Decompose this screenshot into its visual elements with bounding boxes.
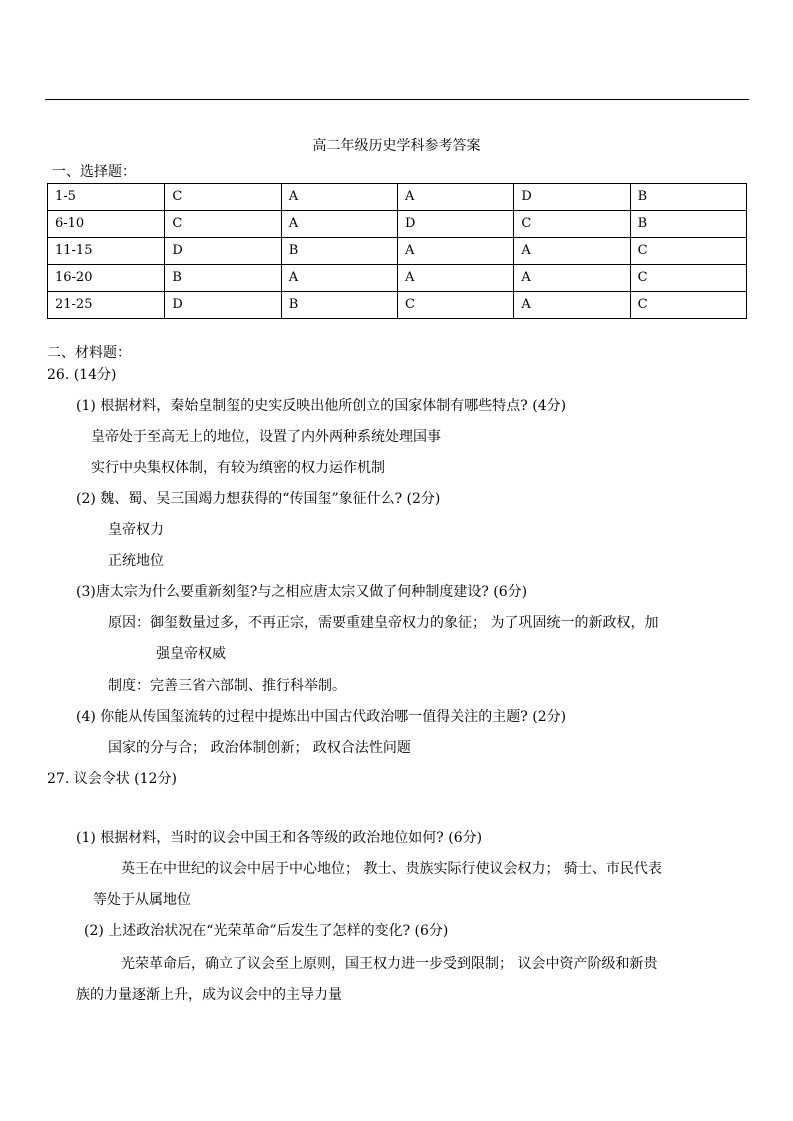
answer-cell: A <box>398 238 514 265</box>
q26-part3-answer-1: 原因：御玺数量过多，不再正宗，需要重建皇帝权力的象征； 为了巩固统一的新政权，加 <box>108 615 659 631</box>
answer-cell: A <box>281 184 397 211</box>
question-range-cell: 21-25 <box>48 292 165 319</box>
q26-part2-answer-1: 皇帝权力 <box>108 522 164 538</box>
q26-part2-answer-2: 正统地位 <box>108 553 164 569</box>
q27-part1-answer-cont: 等处于从属地位 <box>93 892 191 908</box>
answer-cell: A <box>281 211 397 238</box>
q26-part3-answer-2: 制度：完善三省六部制、推行科举制。 <box>108 678 346 694</box>
answer-cell: A <box>514 265 630 292</box>
answer-cell: C <box>165 184 281 211</box>
q26-part2-question: (2) 魏、蜀、吴三国竭力想获得的“传国玺”象征什么? (2分) <box>76 491 441 507</box>
table-row <box>48 211 747 238</box>
page-title: 高二年级历史学科参考答案 <box>312 138 481 154</box>
answer-cell: D <box>398 211 514 238</box>
table-row <box>48 292 747 319</box>
table-row <box>48 265 747 292</box>
q26-part1-answer-2: 实行中央集权体制，有较为缜密的权力运作机制 <box>91 460 385 476</box>
q27-part2-answer: 光荣革命后，确立了议会至上原则，国王权力进一步受到限制； 议会中资产阶级和新贵 <box>121 956 658 972</box>
header-rule <box>45 99 749 100</box>
answer-cell: A <box>281 265 397 292</box>
answer-cell: D <box>165 292 281 319</box>
answer-cell: C <box>398 292 514 319</box>
answer-cell: B <box>630 184 746 211</box>
q26-part3-answer-1-cont: 强皇帝权威 <box>156 646 226 662</box>
answer-cell: B <box>630 211 746 238</box>
answer-cell: C <box>630 238 746 265</box>
q27-part1-question: (1) 根据材料，当时的议会中国王和各等级的政治地位如何? (6分) <box>76 830 483 846</box>
answer-cell: C <box>630 292 746 319</box>
q27-part2-answer-cont: 族的力量逐渐上升，成为议会中的主导力量 <box>76 987 342 1003</box>
q26-part4-answer: 国家的分与合； 政治体制创新； 政权合法性问题 <box>108 740 411 756</box>
answer-cell: B <box>281 292 397 319</box>
answer-cell: A <box>398 184 514 211</box>
table-row <box>48 184 747 211</box>
answer-cell: C <box>630 265 746 292</box>
question-range-cell: 6-10 <box>48 211 165 238</box>
answer-cell: D <box>514 184 630 211</box>
answer-cell: C <box>514 211 630 238</box>
q26-header: 26. (14分) <box>47 367 117 383</box>
section1-heading: 一、选择题： <box>52 164 136 180</box>
q26-part4-question: (4) 你能从传国玺流转的过程中提炼出中国古代政治哪一值得关注的主题? (2分) <box>76 709 567 725</box>
answer-cell: B <box>281 238 397 265</box>
q26-part1-question: (1) 根据材料，秦始皇制玺的史实反映出他所创立的国家体制有哪些特点? (4分) <box>76 398 567 414</box>
answer-cell: A <box>398 265 514 292</box>
answer-table <box>47 183 747 319</box>
answer-cell: D <box>165 238 281 265</box>
question-range-cell: 11-15 <box>48 238 165 265</box>
q27-part1-answer: 英王在中世纪的议会中居于中心地位； 教士、贵族实际行使议会权力； 骑士、市民代表 <box>121 861 662 877</box>
question-range-cell: 16-20 <box>48 265 165 292</box>
answer-cell: C <box>165 211 281 238</box>
answer-cell: A <box>514 238 630 265</box>
table-row <box>48 238 747 265</box>
section2-heading: 二、材料题： <box>47 345 131 361</box>
question-range-cell: 1-5 <box>48 184 165 211</box>
answer-cell: B <box>165 265 281 292</box>
q27-part2-question: (2) 上述政治状况在“光荣革命”后发生了怎样的变化? (6分) <box>84 923 449 939</box>
q26-part3-question: (3)唐太宗为什么要重新刻玺?与之相应唐太宗又做了何种制度建设? (6分) <box>76 584 528 600</box>
answer-cell: A <box>514 292 630 319</box>
q26-part1-answer-1: 皇帝处于至高无上的地位，设置了内外两种系统处理国事 <box>91 429 441 445</box>
q27-header: 27. 议会令状 (12分) <box>47 771 177 787</box>
